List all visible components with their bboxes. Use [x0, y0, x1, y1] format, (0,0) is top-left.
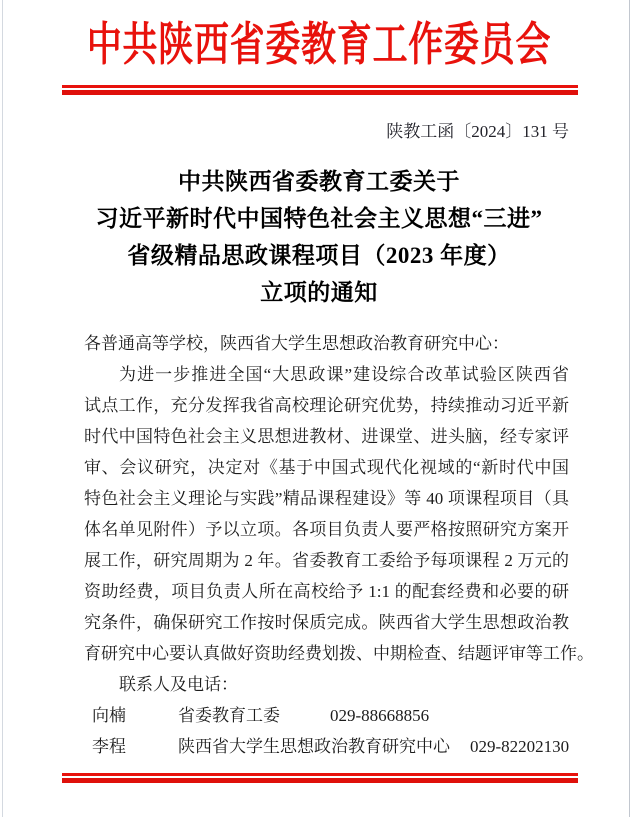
body-line: 体名单见附件）予以立项。各项目负责人要严格按照研究方案开: [84, 520, 569, 539]
body-line: 审、会议研究，决定对《基于中国式现代化视域的“新时代中国: [84, 458, 569, 477]
contact-name: 向楠: [92, 706, 126, 725]
body-line: 资助经费，项目负责人所在高校给予 1:1 的配套经费和必要的研: [84, 582, 569, 601]
org-header-title: 中共陕西省委教育工作委员会: [86, 19, 552, 70]
body-line: 特色社会主义理论与实践”精品课程建设》等 40 项课程项目（具: [84, 489, 569, 508]
body-line: 时代中国特色社会主义思想进教材、进课堂、进头脑，经专家评: [84, 427, 569, 446]
notice-title-line: 立项的通知: [260, 280, 378, 305]
body-line: 育研究中心要认真做好资助经费划拨、中期检查、结题评审等工作。: [84, 644, 594, 663]
notice-title-line: 省级精品思政课程项目（2023 年度）: [127, 243, 511, 268]
notice-title-line: 习近平新时代中国特色社会主义思想“三进”: [95, 206, 543, 231]
red-separator-top: [62, 85, 578, 95]
salutation-line: 各普通高等学校，陕西省大学生思想政治教育研究中心：: [84, 334, 509, 353]
body-line: 展工作，研究周期为 2 年。省委教育工委给予每项课程 2 万元的: [84, 551, 569, 570]
contact-row: [84, 700, 569, 731]
notice-title-line: 中共陕西省委教育工委关于: [178, 169, 460, 194]
contact-row: [84, 731, 569, 762]
contacts-label: 联系人及电话：: [119, 675, 238, 694]
contact-unit: 陕西省大学生思想政治教育研究中心: [178, 737, 450, 756]
contact-unit: 省委教育工委: [178, 706, 280, 725]
notice-body: [84, 328, 594, 762]
body-line: 为进一步推进全国“大思政课”建设综合改革试验区陕西省: [119, 365, 569, 384]
contact-phone: 029-88668856: [330, 706, 430, 725]
page-edge-left: [2, 0, 3, 817]
contact-name: 李程: [92, 737, 126, 756]
body-line: 试点工作，充分发挥我省高校理论研究优势，持续推动习近平新: [84, 396, 569, 415]
doc-number: 陕教工函〔2024〕131 号: [386, 122, 569, 141]
page-edge-right: [629, 0, 630, 817]
contact-phone: 029-82202130: [470, 737, 570, 756]
body-line: 究条件，确保研究工作按时保质完成。陕西省大学生思想政治教: [84, 613, 569, 632]
notice-title: [40, 163, 598, 311]
red-separator-bottom: [62, 773, 578, 783]
